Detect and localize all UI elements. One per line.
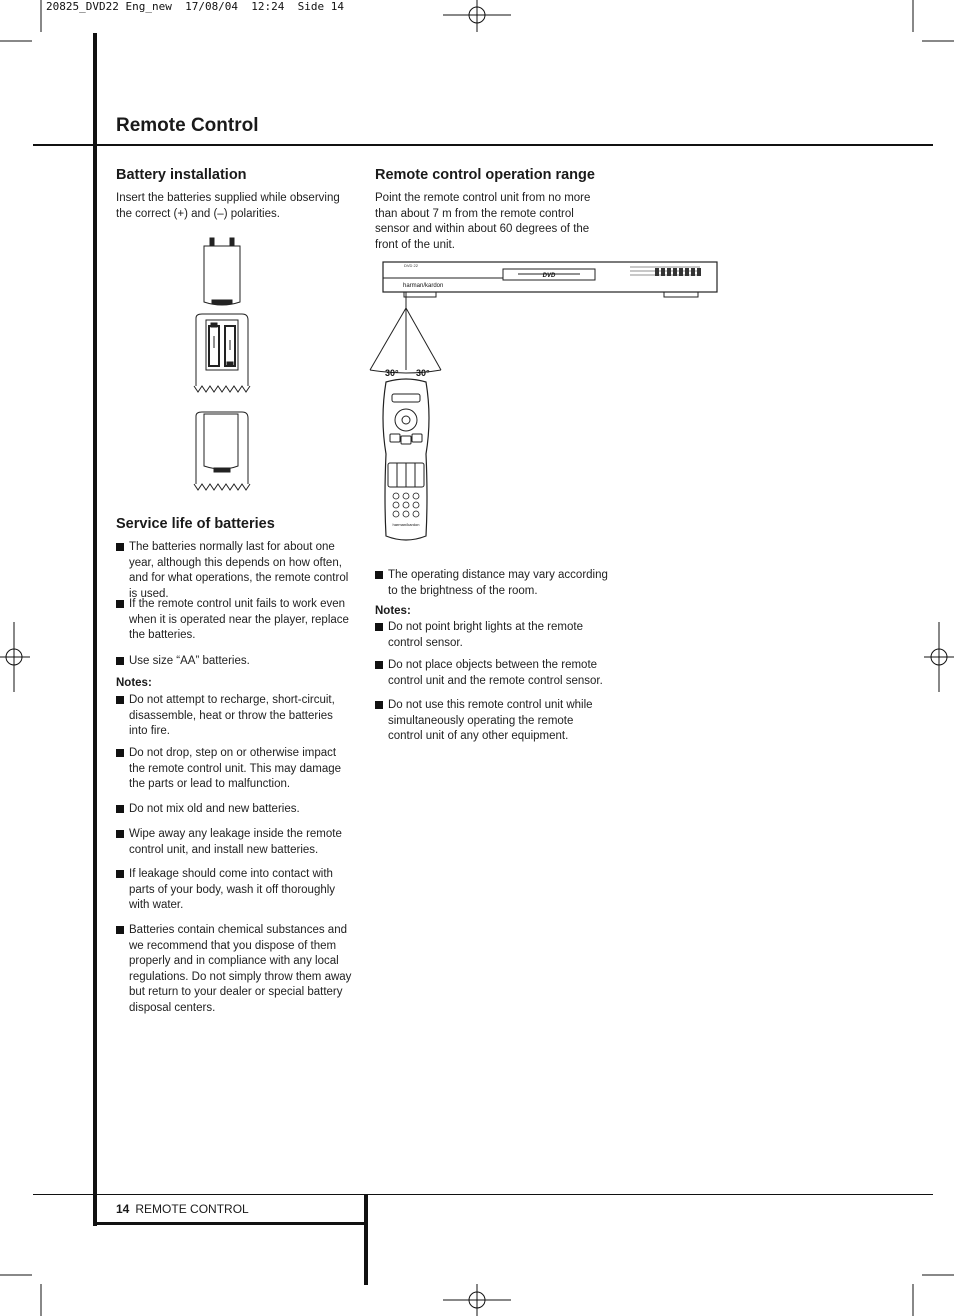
dvd-logo: DVD xyxy=(542,273,556,279)
player-model-label: DVD 22 xyxy=(404,263,419,268)
bullet-square xyxy=(116,805,124,813)
footer-divider-bar xyxy=(364,1194,368,1285)
service-bullet-text: The batteries normally last for about one year, although this depends on how often, and for what operations, the remote control is used. xyxy=(129,541,349,600)
list-item xyxy=(375,568,611,599)
bullet-square xyxy=(116,749,124,757)
angle-right-label: 30° xyxy=(416,368,430,378)
bullet-square xyxy=(375,661,383,669)
page-footer xyxy=(116,1202,249,1216)
service-note-text: Wipe away any leakage inside the remote control unit, and install new batteries. xyxy=(129,828,342,856)
battery-heading: Battery installation xyxy=(116,167,247,183)
list-item xyxy=(116,867,352,914)
service-bullet-text: Use size “AA” batteries. xyxy=(129,655,250,667)
bullet-square xyxy=(116,830,124,838)
service-note-text: Do not attempt to recharge, short-circuit, disassemble, heat or throw the batteries into fire. xyxy=(129,694,335,738)
range-notes-label: Notes: xyxy=(375,605,411,617)
list-item xyxy=(116,540,352,602)
range-note-text: Do not point bright lights at the remote control sensor. xyxy=(388,621,583,649)
list-item xyxy=(375,620,611,651)
left-frame-bar xyxy=(93,33,97,1226)
list-item xyxy=(375,698,611,745)
angle-left-label: 30° xyxy=(385,368,399,378)
list-item xyxy=(375,658,611,689)
bullet-square xyxy=(116,696,124,704)
bullet-square xyxy=(116,600,124,608)
range-note-text: Do not place objects between the remote control unit and the remote control sensor. xyxy=(388,659,603,687)
operation-range-illustration xyxy=(368,258,713,548)
footer-rule xyxy=(33,1194,933,1195)
footer-section: REMOTE CONTROL xyxy=(135,1202,249,1216)
service-bullet-text: If the remote control unit fails to work even when it is operated near the player, replace the batteries. xyxy=(129,598,349,642)
range-intro: Point the remote control unit from no more than about 7 m from the remote control sensor and within about 60 degrees of the front of the unit. xyxy=(375,192,591,251)
print-slug: 20825_DVD22 Eng_new 17/08/04 12:24 Side 14 xyxy=(46,0,345,13)
bullet-square xyxy=(116,657,124,665)
list-item xyxy=(116,802,352,818)
range-note-text: Do not use this remote control unit while simultaneously operating the remote control unit of any other equipment. xyxy=(388,699,593,743)
service-note-text: Do not mix old and new batteries. xyxy=(129,803,300,815)
range-bullet-text: The operating distance may vary according to the brightness of the room. xyxy=(388,569,608,597)
bullet-square xyxy=(116,543,124,551)
bullet-square xyxy=(375,701,383,709)
service-note-text: If leakage should come into contact with parts of your body, wash it off thoroughly with water. xyxy=(129,868,336,912)
service-note-text: Batteries contain chemical substances and we recommend that you dispose of them properly and in compliance with any local regulations. Do not simply throw them away but return to your dealer or special battery disposal centers. xyxy=(129,924,352,1014)
page-title: Remote Control xyxy=(116,115,259,136)
page-number: 14 xyxy=(116,1202,130,1216)
list-item xyxy=(116,923,352,1017)
bullet-square xyxy=(116,870,124,878)
list-item xyxy=(116,597,352,644)
list-item xyxy=(116,827,352,858)
service-notes-label: Notes: xyxy=(116,677,152,689)
bullet-square xyxy=(375,623,383,631)
range-heading: Remote control operation range xyxy=(375,167,595,183)
remote-brand-label: harman/kardon xyxy=(392,522,420,527)
player-brand-label: harman/kardon xyxy=(403,283,444,289)
battery-installation-illustration xyxy=(192,236,252,496)
service-note-text: Do not drop, step on or otherwise impact the remote control unit. This may damage the parts or lead to malfunction. xyxy=(129,747,342,791)
battery-intro: Insert the batteries supplied while observing the correct (+) and (–) polarities. xyxy=(116,192,340,220)
list-item xyxy=(116,746,352,793)
bullet-square xyxy=(375,571,383,579)
list-item xyxy=(116,693,352,740)
service-heading: Service life of batteries xyxy=(116,516,275,532)
bullet-square xyxy=(116,926,124,934)
list-item xyxy=(116,654,352,670)
header-rule xyxy=(33,144,933,146)
footer-underline xyxy=(93,1222,368,1225)
